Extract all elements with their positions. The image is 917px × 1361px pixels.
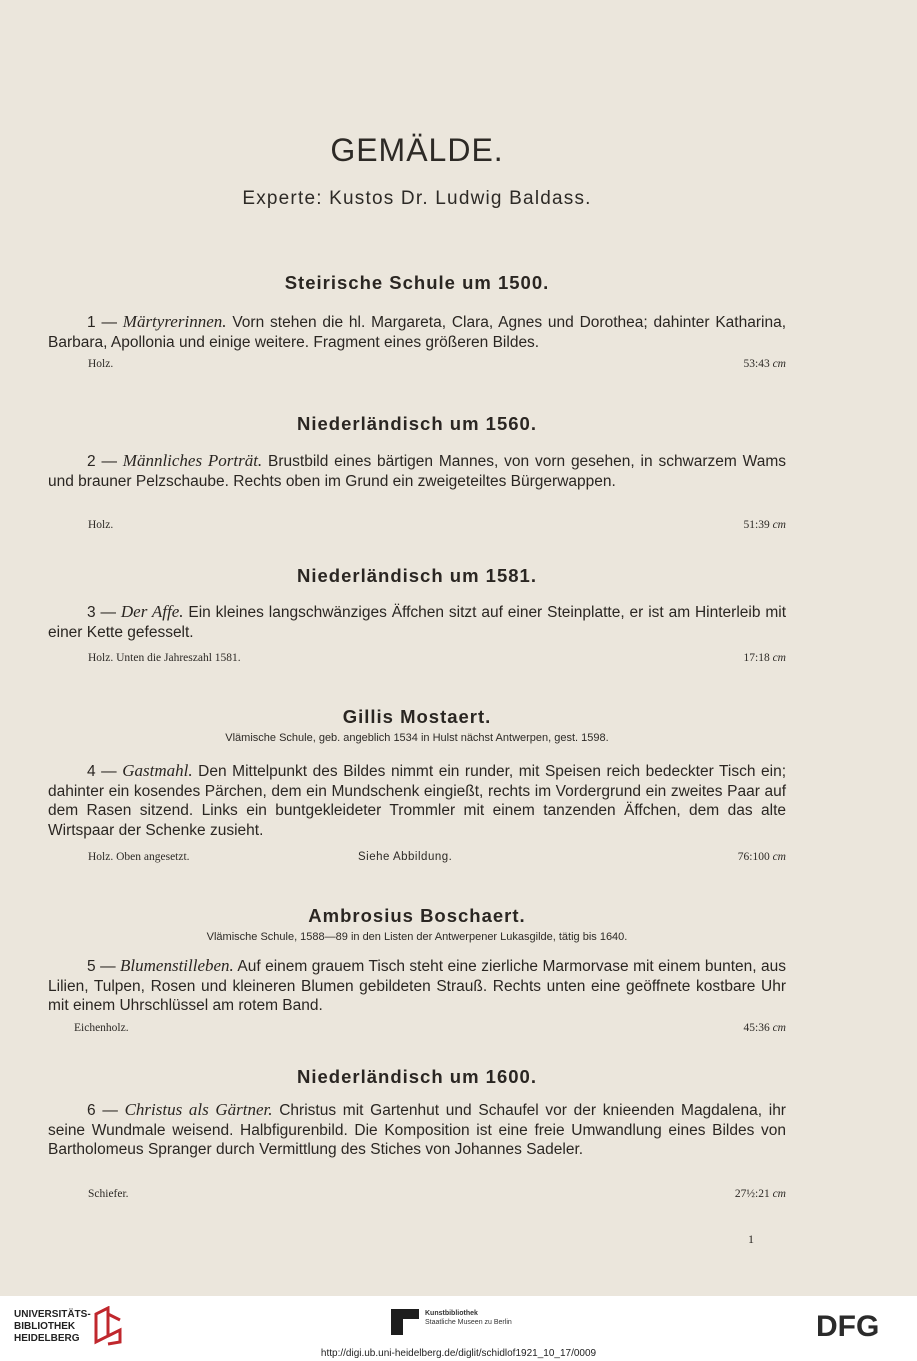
dimensions: 76:100 cm <box>737 851 786 863</box>
catalog-entry-6 <box>48 1100 786 1160</box>
catalog-entry-2 <box>48 451 786 491</box>
expert-line: Experte: Kustos Dr. Ludwig Baldass. <box>242 188 592 209</box>
work-title: Blumenstilleben. <box>120 956 234 975</box>
material: Eichenholz. <box>74 1022 129 1034</box>
entry-description: Vorn stehen die hl. Margareta, Clara, Agnes und Dorothea; dahinter Katharina, Barbara, Apollonia und einige weitere. Fragment eines größeren Bildes. <box>48 314 786 351</box>
entry-meta-2 <box>88 519 786 531</box>
entry-meta-1 <box>88 358 786 370</box>
source-url: http://digi.ub.uni-heidelberg.de/diglit/schidlof1921_10_17/0009 <box>320 1348 597 1359</box>
section-heading-6: Niederländisch um 1600. <box>297 1066 537 1087</box>
entry-meta-6 <box>88 1188 786 1200</box>
work-title: Männliches Porträt. <box>122 451 263 470</box>
entry-number: 3 — <box>87 604 117 621</box>
material: Schiefer. <box>88 1188 129 1200</box>
entry-number: 1 — <box>87 314 117 331</box>
material: Holz. Unten die Jahreszahl 1581. <box>88 652 241 664</box>
entry-number: 6 — <box>87 1102 118 1119</box>
section-heading-1: Steirische Schule um 1500. <box>284 272 550 293</box>
dfg-logo-icon <box>816 1310 904 1338</box>
entry-number: 2 — <box>87 453 117 470</box>
entry-description: Brustbild eines bärtigen Mannes, von vorn gesehen, in schwarzem Wams und brauner Pelzschaube. Rechts oben im Grund ein zweigeteiltes Bürgerwappen. <box>48 453 786 490</box>
page-title: GEMÄLDE. <box>330 132 504 168</box>
artist-subheading-5: Vlämische Schule, 1588—89 in den Listen der Antwerpener Lukasgilde, tätig bis 1640. <box>206 931 628 943</box>
university-logo-icon <box>92 1306 126 1346</box>
entry-description: Den Mittelpunkt des Bildes nimmt ein runder, mit Speisen reich bedeckter Tisch ein; dahinter ein kosendes Pärchen, dem ein Mundschenk eingießt, rechts im Vordergrund ein zweites Paar auf dem Rasen sitzend. Links ein buntgekleideter Trommler mit einem tanzenden Äffchen, dem das alte Wirtspaar der Schenke zusieht. <box>48 763 786 839</box>
entry-meta-4 <box>88 851 786 863</box>
catalog-entry-4 <box>48 761 786 840</box>
entry-meta-5 <box>74 1022 786 1034</box>
material: Holz. <box>88 358 114 370</box>
kunstbibliothek-name: Kunstbibliothek Staatliche Museen zu Berlin <box>425 1310 512 1326</box>
university-library-name: UNIVERSITÄTS- BIBLIOTHEK HEIDELBERG <box>14 1309 91 1344</box>
section-heading-3: Niederländisch um 1581. <box>297 565 537 586</box>
dimensions: 17:18 cm <box>743 652 786 664</box>
entry-meta-3 <box>88 652 786 664</box>
dimensions: 51:39 cm <box>743 519 786 531</box>
figure-reference: Siehe Abbildung. <box>358 851 453 863</box>
entry-description: Ein kleines langschwänziges Äffchen sitzt auf einer Steinplatte, er ist am Hinterleib mit einer Kette gefesselt. <box>48 604 787 641</box>
kunstbibliothek-logo-icon <box>391 1309 419 1335</box>
work-title: Der Affe. <box>120 602 184 621</box>
svg-text:DFG: DFG <box>816 1310 880 1338</box>
section-heading-4: Gillis Mostaert. <box>342 706 492 727</box>
material: Holz. Oben angesetzt. <box>88 851 190 863</box>
page-number: 1 <box>748 1232 754 1246</box>
section-heading-5: Ambrosius Boschaert. <box>308 905 526 926</box>
entry-description: Auf einem grauem Tisch steht eine zierliche Marmorvase mit einem bunten, aus Lilien, Tulpen, Rosen und kleineren Blumen gebildeten Strauß. Rechts unten eine geöffnete kostbare Uhr mit einem Uhrschlüssel am rotem Band. <box>48 958 786 1014</box>
footer-bar <box>0 1296 917 1361</box>
work-title: Christus als Gärtner. <box>124 1100 273 1119</box>
section-heading-2: Niederländisch um 1560. <box>297 413 537 434</box>
catalog-entry-5 <box>48 956 786 1016</box>
dimensions: 27½:21 cm <box>734 1188 786 1200</box>
entry-number: 5 — <box>87 958 116 975</box>
material: Holz. <box>88 519 114 531</box>
entry-description: Christus mit Gartenhut und Schaufel vor der knieenden Magdalena, ihr seine Wundmale weisend. Halbfigurenbild. Die Komposition ist eine freie Umwandlung eines Bildes von Bartholomeus Spranger durch Vermittlung des Stiches von Johannes Sadeler. <box>48 1102 786 1158</box>
catalog-entry-3 <box>48 602 786 642</box>
entry-number: 4 — <box>87 763 117 780</box>
work-title: Gastmahl. <box>122 761 193 780</box>
artist-subheading-4: Vlämische Schule, geb. angeblich 1534 in Hulst nächst Antwerpen, gest. 1598. <box>225 732 609 744</box>
work-title: Märtyrerinnen. <box>122 312 227 331</box>
dimensions: 53:43 cm <box>743 358 786 370</box>
catalog-entry-1 <box>48 312 786 352</box>
dimensions: 45:36 cm <box>743 1022 786 1034</box>
